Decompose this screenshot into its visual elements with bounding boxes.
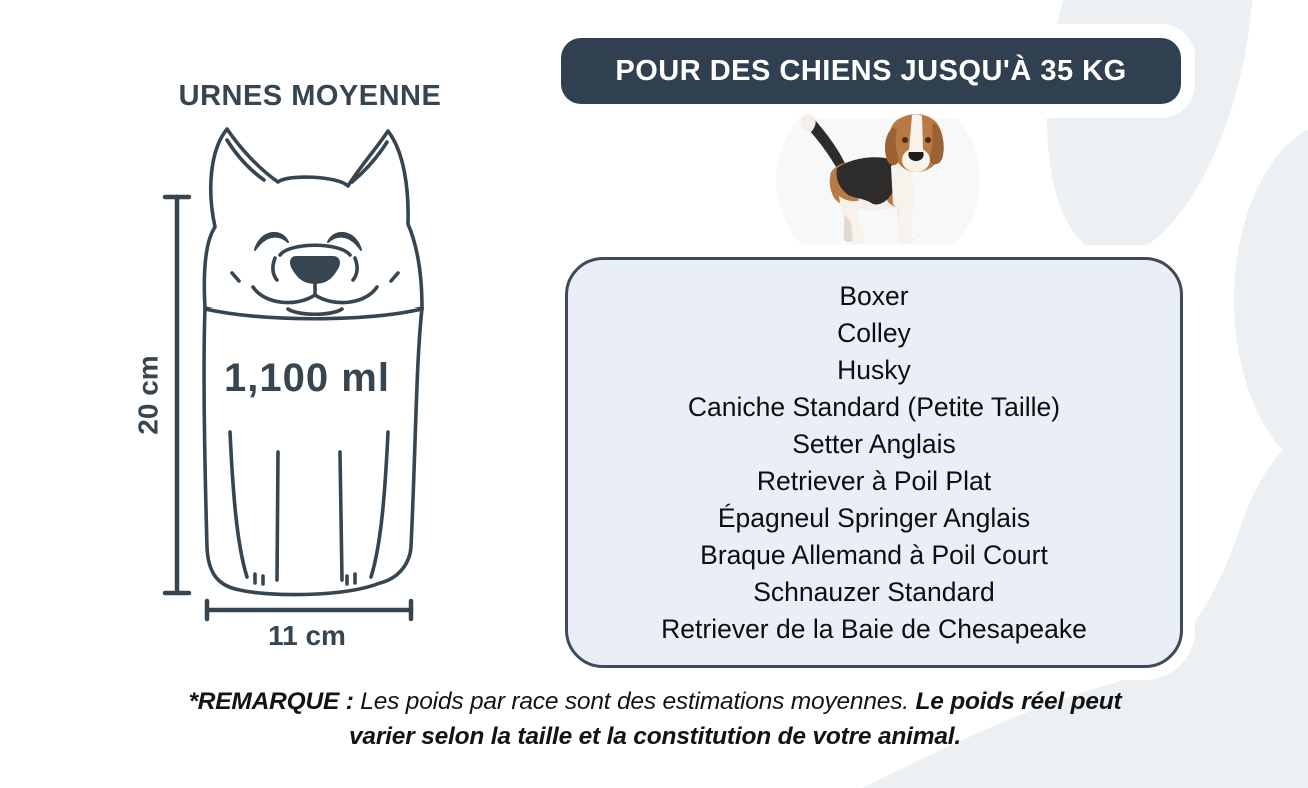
- note-normal: Les poids par race sont des estimations moyennes.: [353, 688, 916, 715]
- breed-list-item: Braque Allemand à Poil Court: [700, 539, 1048, 570]
- urn-head-outline: [204, 129, 422, 319]
- page-title: URNES MOYENNE: [178, 80, 442, 112]
- breed-list-item: Husky: [837, 354, 911, 385]
- beagle-illustration: [785, 108, 955, 253]
- urn-height-label: 20 cm: [132, 355, 164, 435]
- note-bold-1: Le poids réel peut: [915, 688, 1122, 715]
- breed-list-item: Retriever de la Baie de Chesapeake: [661, 613, 1087, 644]
- breed-list-item: Caniche Standard (Petite Taille): [687, 391, 1061, 422]
- breed-list-item: Schnauzer Standard: [753, 576, 995, 607]
- note-bold-2: varier selon la taille et la constitution de votre animal.: [349, 723, 961, 750]
- note-line-1: [155, 684, 1155, 719]
- note-line-2: [155, 719, 1155, 754]
- note-text: [155, 684, 1155, 754]
- breed-list-item: Colley: [837, 317, 911, 348]
- breed-list-item: Boxer: [839, 280, 909, 311]
- urn-volume-label: 1,100 ml: [224, 356, 390, 400]
- urn-body-outline: [204, 308, 422, 595]
- breed-list-item: Épagneul Springer Anglais: [717, 502, 1031, 533]
- breed-list-item: Setter Anglais: [792, 428, 956, 459]
- breed-list-box: [565, 257, 1183, 668]
- width-dimension-line: [207, 601, 411, 619]
- urn-width-label: 11 cm: [268, 620, 346, 651]
- weight-limit-banner: [561, 38, 1181, 104]
- breed-list-item: Retriever à Poil Plat: [756, 465, 992, 496]
- weight-limit-banner-label: POUR DES CHIENS JUSQU'À 35 KG: [615, 54, 1127, 87]
- note-prefix: *REMARQUE :: [188, 688, 354, 715]
